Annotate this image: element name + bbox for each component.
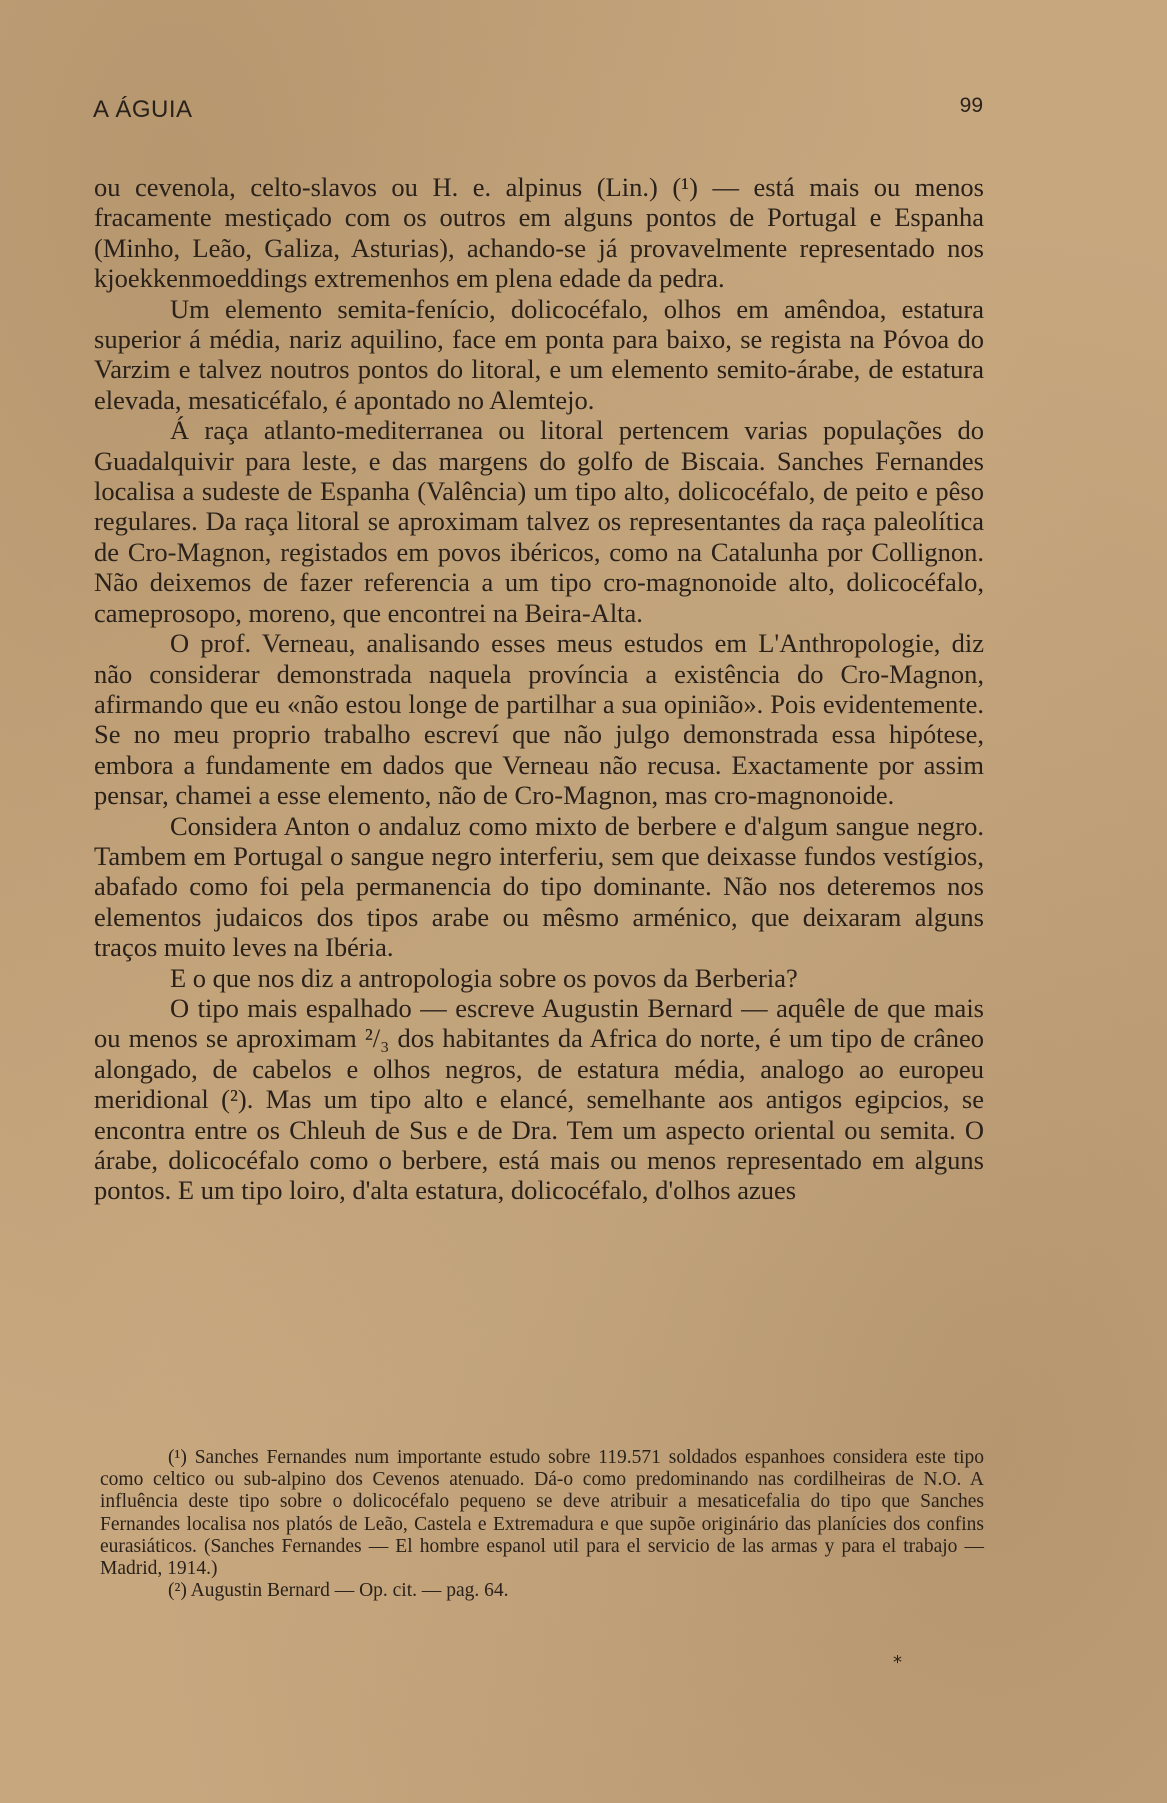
running-title: A ÁGUIA: [93, 96, 193, 123]
running-head: [93, 96, 983, 130]
ornament-asterisk: *: [893, 1652, 902, 1673]
footnotes: [100, 1447, 984, 1602]
paragraph: E o que nos diz a antropologia sobre os povos da Berberia?: [170, 962, 798, 993]
paragraph: O prof. Verneau, analisando esses meus estudos em L'Anthropologie, diz não considerar demonstrada naquela província a existência do Cro-Magnon, afirmando que eu «não estou longe de partilhar a sua opinião». Pois evidentemente. Se no meu proprio trabalho escreví que não julgo demonstrada essa hipótese, embora a fundamente em dados que Verneau não recusa. Exactamente por assim pensar, chamei a esse elemento, não de Cro-Magnon, mas cro-magnonoide.: [94, 628, 984, 811]
paragraph: Um elemento semita-fenício, dolicocéfalo, olhos em amêndoa, estatura superior á média, nariz aquilino, face em ponta para baixo, se regista na Póvoa do Varzim e talvez noutros pontos do litoral, e um elemento semito-árabe, de estatura elevada, mesaticéfalo, é apontado no Alemtejo.: [94, 293, 984, 415]
page-number: 99: [959, 94, 983, 117]
paragraph: O tipo mais espalhado — escreve Augustin Bernard — aquêle de que mais ou menos se aproximam ²/₃ dos habitantes da Africa do norte, é um tipo de crâneo alongado, de cabelos e olhos negros, de estatura média, analogo ao europeu meridional (²). Mas um tipo alto e elancé, semelhante aos antigos egipcios, se encontra entre os Chleuh de Sus e de Dra. Tem um aspecto oriental ou semita. O árabe, dolicocéfalo como o berbere, está mais ou menos representado em alguns pontos. E um tipo loiro, d'alta estatura, dolicocéfalo, d'olhos azues: [94, 992, 984, 1206]
paragraph: ou cevenola, celto-slavos ou H. e. alpinus (Lin.) (¹) — está mais ou menos fracamente mestiçado com os outros em alguns pontos de Portugal e Espanha (Minho, Leão, Galiza, Asturias), achando-se já provavelmente representado nos kjoekkenmoeddings extremenhos em plena edade da pedra.: [94, 172, 984, 294]
paragraph: Considera Anton o andaluz como mixto de berbere e d'algum sangue negro. Tambem em Portugal o sangue negro interferiu, sem que deixasse fundos vestígios, abafado como foi pela permanencia do tipo dominante. Não nos deteremos nos elementos judaicos dos tipos arabe ou mêsmo arménico, que deixaram alguns traços muito leves na Ibéria.: [94, 810, 984, 963]
paragraph: Á raça atlanto-mediterranea ou litoral pertencem varias populações do Guadalquivir para leste, e das margens do golfo de Biscaia. Sanches Fernandes localisa a sudeste de Espanha (Valência) um tipo alto, dolicocéfalo, de peito e pêso regulares. Da raça litoral se aproximam talvez os representantes da raça paleolítica de Cro-Magnon, registados em povos ibéricos, como na Catalunha por Collignon. Não deixemos de fazer referencia a um tipo cro-magnonoide alto, dolicocéfalo, cameprosopo, moreno, que encontrei na Beira-Alta.: [94, 415, 984, 628]
body-text: [94, 172, 984, 1206]
footnote: (²) Augustin Bernard — Op. cit. — pag. 64.: [168, 1580, 509, 1602]
footnote: (¹) Sanches Fernandes num importante estudo sobre 119.571 soldados espanhoes considera este tipo como celtico ou sub-alpino dos Cevenos atenuado. Dá-o como predominando nas cordilheiras de N.O. A influência deste tipo sobre o dolicocéfalo pequeno se deve atribuir a mesaticefalia do tipo que Sanches Fernandes localisa nos platós de Leão, Castela e Extremadura e que supõe originário das planícies dos confins eurasiáticos. (Sanches Fernandes — El hombre espanol util para el servicio de las armas y para el trabajo — Madrid, 1914.): [100, 1447, 984, 1580]
